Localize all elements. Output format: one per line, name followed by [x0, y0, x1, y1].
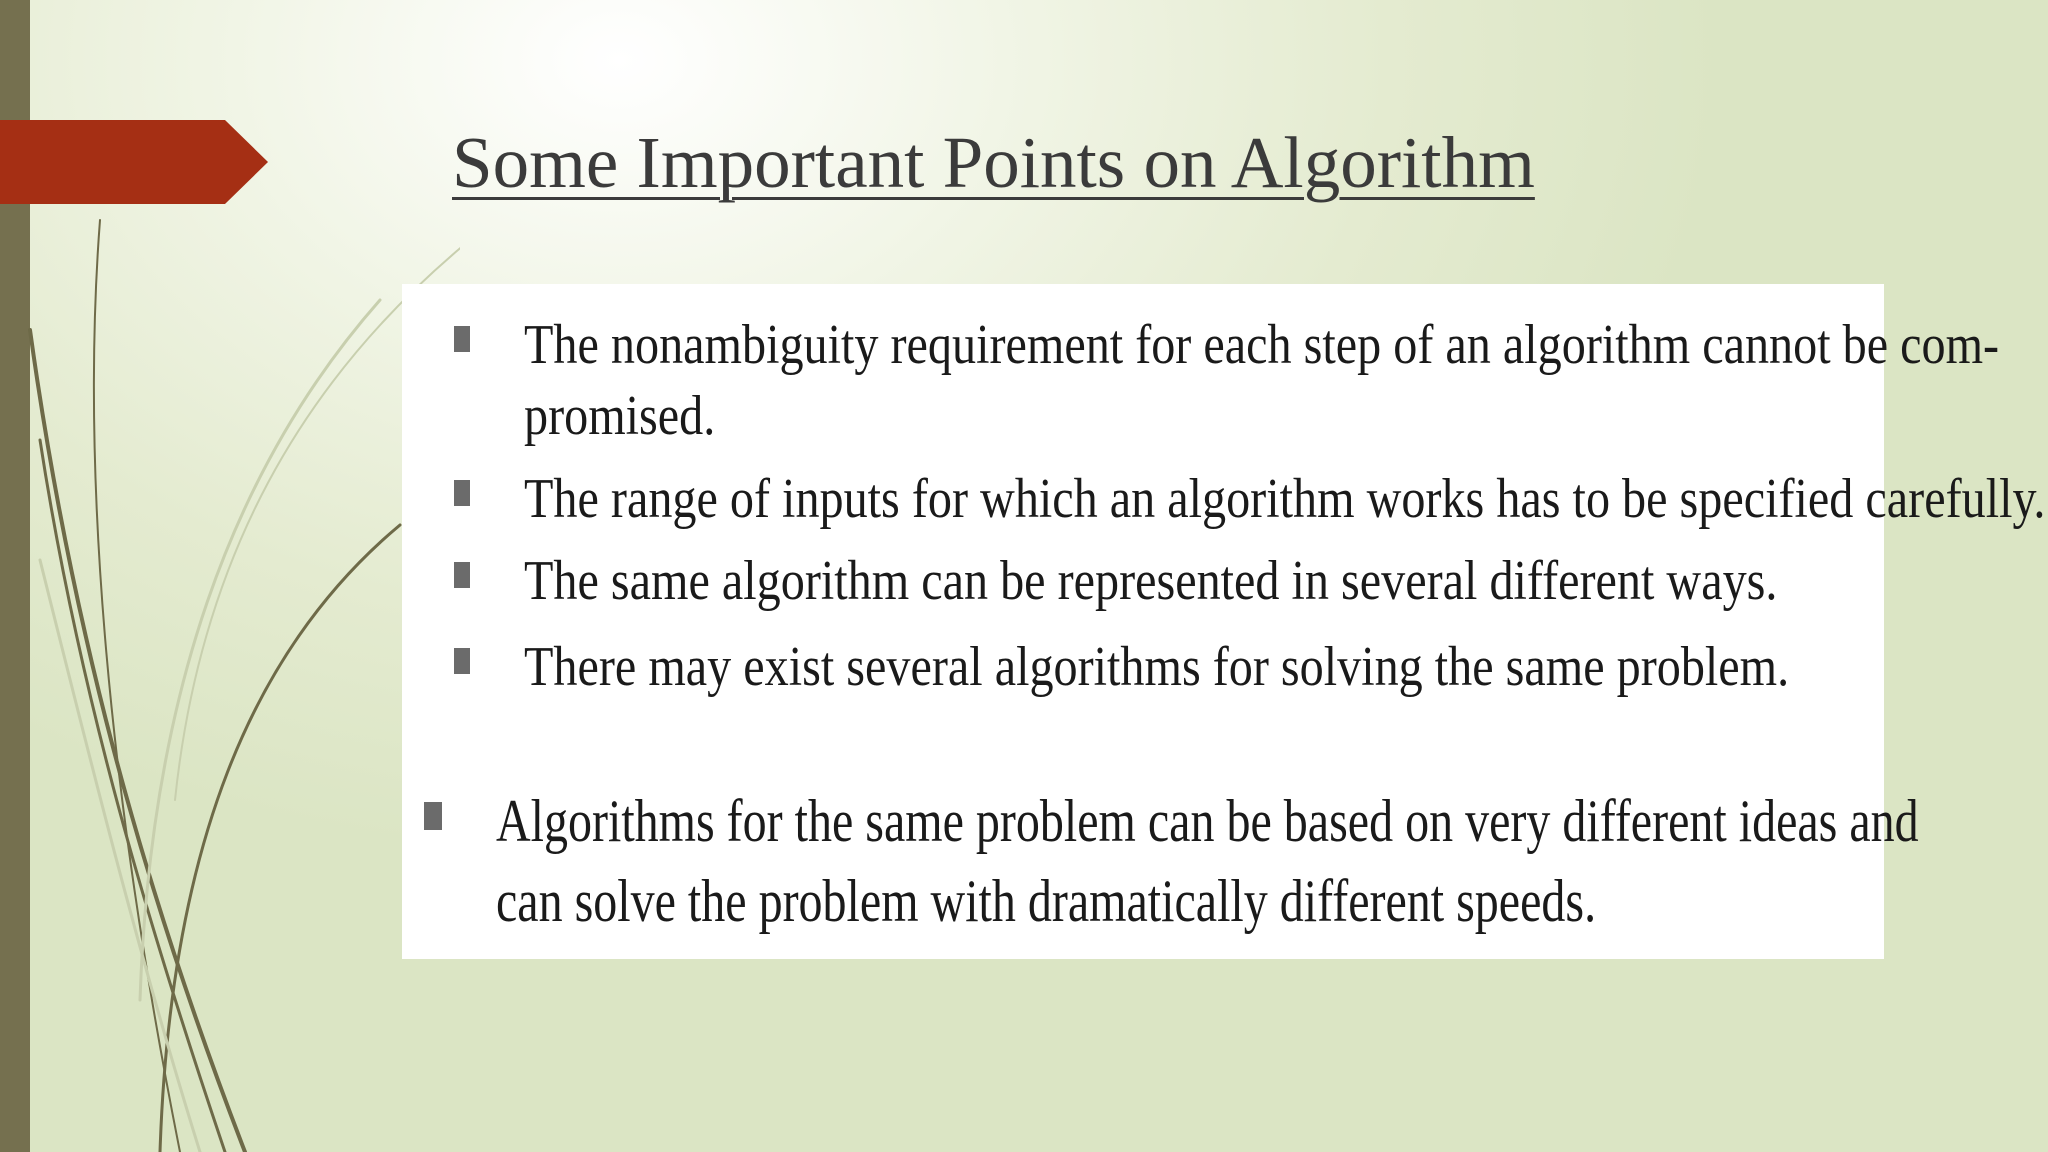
- bullet-line: The nonambiguity requirement for each step of an algorithm cannot be com-: [524, 314, 2000, 376]
- content-image-box: [402, 284, 2046, 959]
- bullet-line: Algorithms for the same problem can be based on very different ideas and: [496, 788, 1919, 854]
- slide-title: Some Important Points on Algorithm: [452, 122, 1535, 203]
- square-bullet-icon: [424, 802, 442, 830]
- bullet-line: promised.: [524, 385, 716, 447]
- square-bullet-icon: [454, 562, 470, 588]
- square-bullet-icon: [454, 326, 470, 352]
- square-bullet-icon: [454, 480, 470, 506]
- bullet-line: There may exist several algorithms for solving the same problem.: [524, 636, 1790, 698]
- square-bullet-icon: [454, 648, 470, 674]
- bullet-line: can solve the problem with dramatically different speeds.: [496, 868, 1597, 934]
- bullet-line: The range of inputs for which an algorithm works has to be specified carefully.: [524, 468, 2046, 530]
- bullet-line: The same algorithm can be represented in several different ways.: [524, 550, 1778, 612]
- title-arrow-tab: [0, 120, 268, 204]
